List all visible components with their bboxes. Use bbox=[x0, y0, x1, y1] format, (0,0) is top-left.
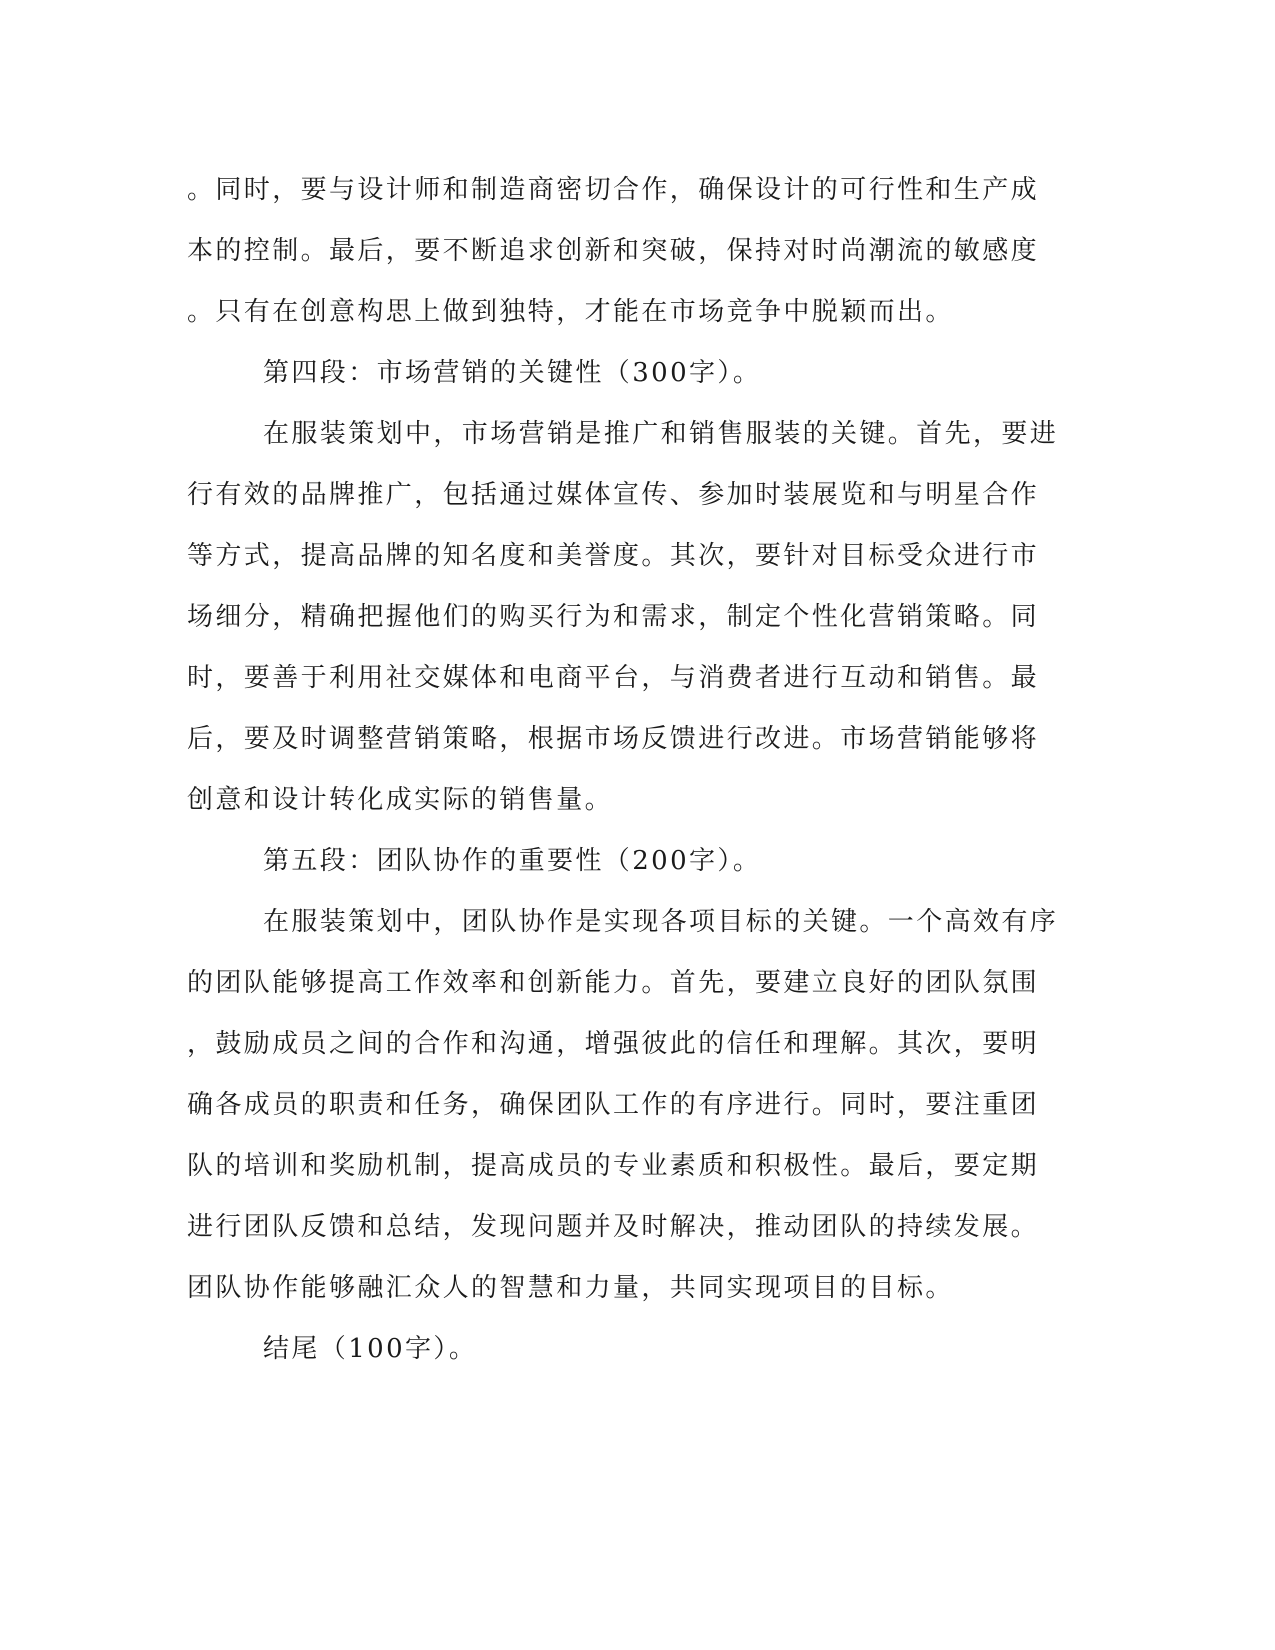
text-line: 本的控制。最后，要不断追求创新和突破，保持对时尚潮流的敏感度 bbox=[187, 236, 1040, 266]
text-line: 确各成员的职责和任务，确保团队工作的有序进行。同时，要注重团 bbox=[187, 1090, 1040, 1120]
text-line: 等方式，提高品牌的知名度和美誉度。其次，要针对目标受众进行市 bbox=[187, 541, 1040, 571]
text-line: 。同时，要与设计师和制造商密切合作，确保设计的可行性和生产成 bbox=[187, 175, 1040, 205]
text-line: 在服装策划中，市场营销是推广和销售服装的关键。首先，要进 bbox=[263, 419, 1059, 449]
document-body bbox=[187, 160, 1067, 1380]
section-heading-4: 第四段：市场营销的关键性（300字）。 bbox=[263, 358, 762, 388]
text-line: 在服装策划中，团队协作是实现各项目标的关键。一个高效有序 bbox=[263, 907, 1059, 937]
text-line: 时，要善于利用社交媒体和电商平台，与消费者进行互动和销售。最 bbox=[187, 663, 1040, 693]
text-line: 。只有在创意构思上做到独特，才能在市场竞争中脱颖而出。 bbox=[187, 297, 954, 327]
text-line: 行有效的品牌推广，包括通过媒体宣传、参加时装展览和与明星合作 bbox=[187, 480, 1040, 510]
text-line: 进行团队反馈和总结，发现问题并及时解决，推动团队的持续发展。 bbox=[187, 1212, 1040, 1242]
text-line: 场细分，精确把握他们的购买行为和需求，制定个性化营销策略。同 bbox=[187, 602, 1040, 632]
text-line: 创意和设计转化成实际的销售量。 bbox=[187, 785, 614, 815]
text-line: 的团队能够提高工作效率和创新能力。首先，要建立良好的团队氛围 bbox=[187, 968, 1040, 998]
text-line: 团队协作能够融汇众人的智慧和力量，共同实现项目的目标。 bbox=[187, 1273, 954, 1303]
section-heading-ending: 结尾（100字）。 bbox=[263, 1334, 478, 1364]
text-line: ，鼓励成员之间的合作和沟通，增强彼此的信任和理解。其次，要明 bbox=[187, 1029, 1040, 1059]
text-line: 队的培训和奖励机制，提高成员的专业素质和积极性。最后，要定期 bbox=[187, 1151, 1040, 1181]
section-heading-5: 第五段：团队协作的重要性（200字）。 bbox=[263, 846, 762, 876]
text-line: 后，要及时调整营销策略，根据市场反馈进行改进。市场营销能够将 bbox=[187, 724, 1040, 754]
